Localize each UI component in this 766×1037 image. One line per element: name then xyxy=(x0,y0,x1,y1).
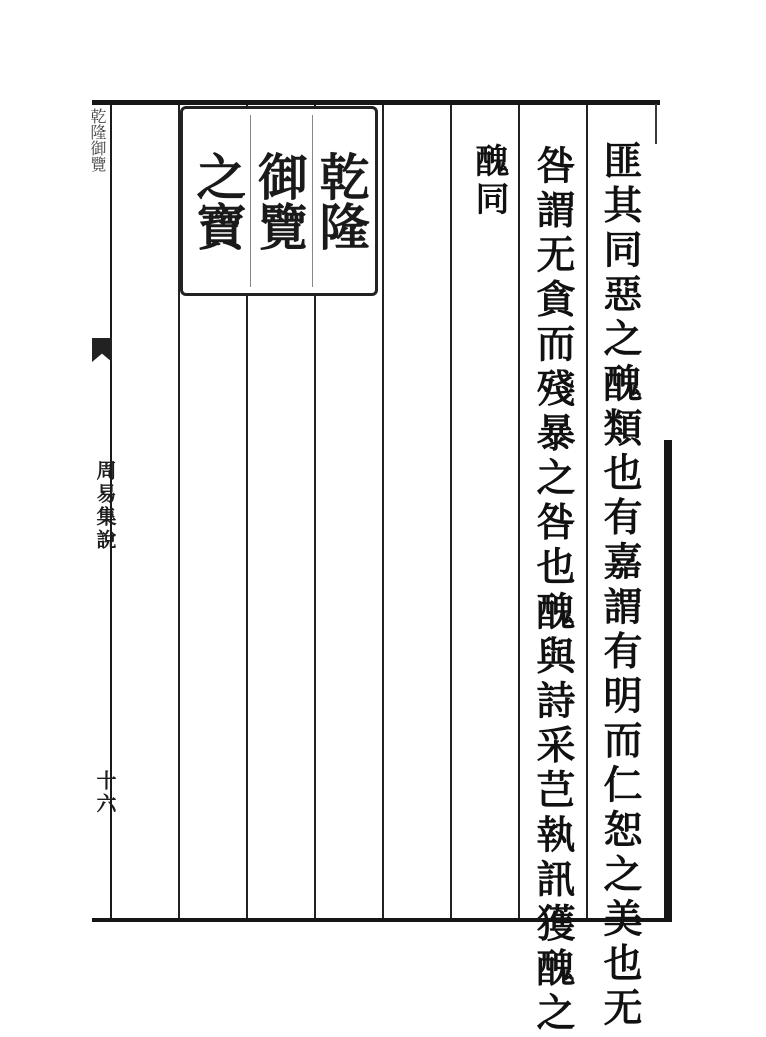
imperial-seal xyxy=(180,106,378,296)
frame-right-border xyxy=(664,440,672,922)
text-column-2: 咎謂无貪而殘暴之咎也醜與詩采芑執訊獲醜之 xyxy=(530,145,576,1037)
margin-book-title: 周易集說 xyxy=(93,460,117,552)
margin-decoration: 乾隆御覽 xyxy=(88,108,107,172)
margin-page-number: 十六 xyxy=(93,770,117,816)
seal-column: 乾隆 xyxy=(312,115,369,287)
column-rule xyxy=(586,105,588,918)
frame-bottom-border xyxy=(92,918,672,922)
column-rule xyxy=(382,105,384,918)
column-rule xyxy=(450,105,452,918)
text-column-1: 匪其同惡之醜類也有嘉謂有明而仁恕之美也无 xyxy=(597,140,643,1032)
seal-column: 御覽 xyxy=(250,115,307,287)
column-rule xyxy=(518,105,520,918)
text-column-3: 醜同 xyxy=(469,143,509,219)
frame-right-border-upper xyxy=(655,104,657,144)
seal-column: 之寶 xyxy=(188,151,248,251)
